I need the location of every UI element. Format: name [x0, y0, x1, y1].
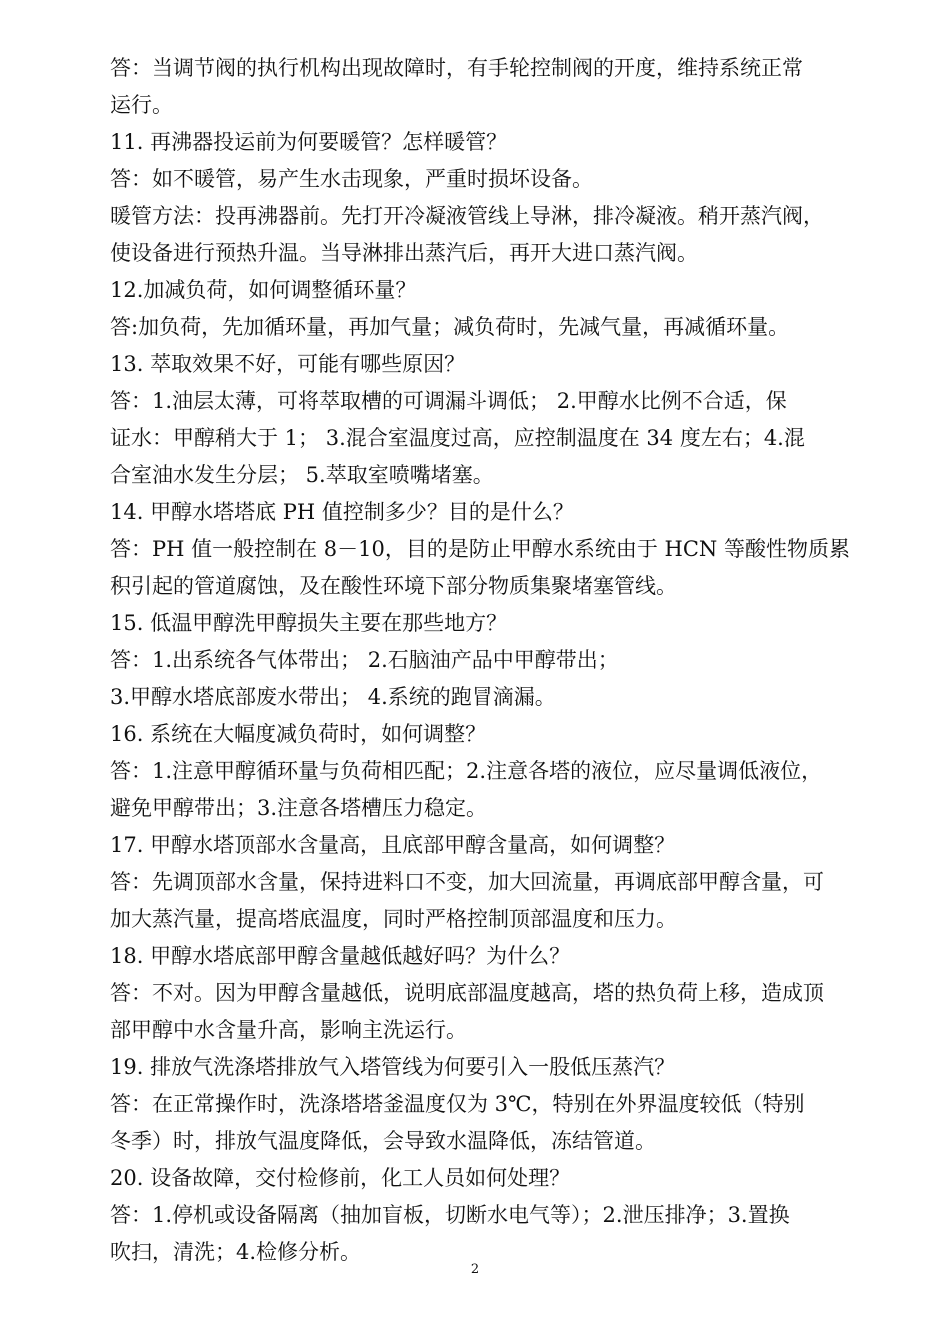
text-line: 运行。	[110, 93, 173, 117]
text-line: 答：不对。因为甲醇含量越低，说明底部温度越高，塔的热负荷上移，造成顶	[110, 981, 824, 1005]
question-heading: 13. 萃取效果不好，可能有哪些原因？	[110, 352, 466, 376]
text-line: 冬季）时，排放气温度降低，会导致水温降低，冻结管道。	[110, 1129, 656, 1153]
text-line: 答：1.油层太薄，可将萃取槽的可调漏斗调低； 2.甲醇水比例不合适，保	[110, 389, 787, 413]
text-line: 合室油水发生分层； 5.萃取室喷嘴堵塞。	[110, 463, 494, 487]
question-heading: 19. 排放气洗涤塔排放气入塔管线为何要引入一股低压蒸汽？	[110, 1055, 676, 1079]
text-line: 答：如不暖管，易产生水击现象，严重时损坏设备。	[110, 167, 593, 191]
text-line: 答：1.注意甲醇循环量与负荷相匹配；2.注意各塔的液位，应尽量调低液位，	[110, 759, 823, 783]
text-line: 答：PH 值一般控制在 8－10，目的是防止甲醇水系统由于 HCN 等酸性物质累	[110, 537, 850, 561]
text-line: 部甲醇中水含量升高，影响主洗运行。	[110, 1018, 467, 1042]
text-line: 答：当调节阀的执行机构出现故障时，有手轮控制阀的开度，维持系统正常	[110, 56, 803, 80]
text-line: 加大蒸汽量，提高塔底温度，同时严格控制顶部温度和压力。	[110, 907, 677, 931]
question-heading: 20. 设备故障，交付检修前，化工人员如何处理？	[110, 1166, 571, 1190]
text-line: 证水：甲醇稍大于 1； 3.混合室温度过高，应控制温度在 34 度左右；4.混	[110, 426, 805, 450]
text-line: 3.甲醇水塔底部废水带出； 4.系统的跑冒滴漏。	[110, 685, 556, 709]
question-heading: 16. 系统在大幅度减负荷时，如何调整？	[110, 722, 487, 746]
text-line: 答：1.停机或设备隔离（抽加盲板，切断水电气等）；2.泄压排净；3.置换	[110, 1203, 790, 1227]
question-heading: 11. 再沸器投运前为何要暖管？怎样暖管？	[110, 130, 508, 154]
question-heading: 18. 甲醇水塔底部甲醇含量越低越好吗？为什么？	[110, 944, 571, 968]
question-heading: 15. 低温甲醇洗甲醇损失主要在那些地方？	[110, 611, 508, 635]
page-number: 2	[470, 1262, 480, 1277]
text-line: 避免甲醇带出；3.注意各塔槽压力稳定。	[110, 796, 488, 820]
text-line: 答:加负荷，先加循环量，再加气量；减负荷时，先减气量，再减循环量。	[110, 315, 790, 339]
text-line: 吹扫，清洗；4.检修分析。	[110, 1240, 362, 1264]
text-line: 积引起的管道腐蚀，及在酸性环境下部分物质集聚堵塞管线。	[110, 574, 677, 598]
question-heading: 12.加减负荷，如何调整循环量？	[110, 278, 417, 302]
text-line: 暖管方法：投再沸器前。先打开冷凝液管线上导淋，排冷凝液。稍开蒸汽阀，	[110, 204, 824, 228]
text-line: 答：先调顶部水含量，保持进料口不变，加大回流量，再调底部甲醇含量，可	[110, 870, 824, 894]
text-line: 答：在正常操作时，洗涤塔塔釜温度仅为 3℃，特别在外界温度较低（特别	[110, 1092, 805, 1116]
question-heading: 17. 甲醇水塔顶部水含量高，且底部甲醇含量高，如何调整？	[110, 833, 676, 857]
text-line: 答：1.出系统各气体带出； 2.石脑油产品中甲醇带出；	[110, 648, 619, 672]
question-heading: 14. 甲醇水塔塔底 PH 值控制多少？目的是什么？	[110, 500, 574, 524]
text-line: 使设备进行预热升温。当导淋排出蒸汽后，再开大进口蒸汽阀。	[110, 241, 698, 265]
